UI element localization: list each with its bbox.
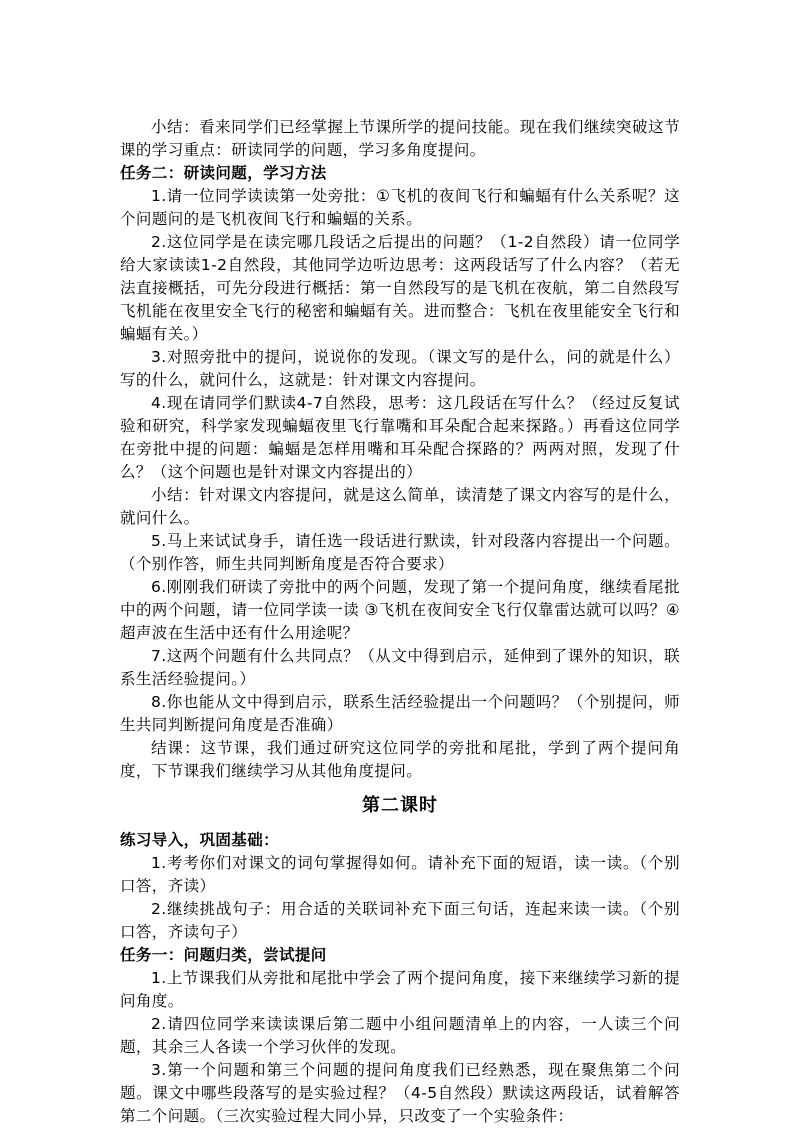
lesson1-step-1: 1.请一位同学读读第一处旁批：①飞机的夜间飞行和蝙蝠有什么关系呢？这个问题问的是飞机夜间飞行和蝙蝠的关系。 xyxy=(120,187,680,228)
lesson1-conclusion: 结课：这节课，我们通过研究这位同学的旁批和尾批，学到了两个提问角度，下节课我们继续学习从其他角度提问。 xyxy=(120,739,680,780)
lesson1-summary-2: 小结：针对课文内容提问，就是这么简单，读清楚了课文内容写的是什么，就问什么。 xyxy=(120,486,680,527)
lesson2-task1-step-1: 1.上节课我们从旁批和尾批中学会了两个提问角度，接下来继续学习新的提问角度。 xyxy=(120,969,680,1010)
lesson1-step-5: 5.马上来试试身手，请任选一段话进行默读，针对段落内容提出一个问题。（个别作答，师生共同判断角度是否符合要求） xyxy=(120,532,680,573)
lesson1-step-3: 3.对照旁批中的提问，说说你的发现。（课文写的是什么，问的就是什么）写的什么，就问什么，这就是：针对课文内容提问。 xyxy=(120,348,680,389)
lesson1-step-4: 4.现在请同学们默读4-7自然段，思考：这几段话在写什么？（经过反复试验和研究，科学家发现蝙蝠夜里飞行靠嘴和耳朵配合起来探路。）再看这位同学在旁批中提的问题：蝙蝠是怎样用嘴和耳朵配合探路的？两两对照，发现了什么？（这个问题也是针对课文内容提出的） xyxy=(120,394,680,481)
lesson1-step-8: 8.你也能从文中得到启示，联系生活经验提出一个问题吗？（个别提问，师生共同判断提问角度是否准确） xyxy=(120,693,680,734)
task2-heading: 任务二：研读问题，学习方法 xyxy=(120,164,327,182)
lesson2-intro-step-1: 1.考考你们对课文的词句掌握得如何。请补充下面的短语，读一读。（个别口答，齐读） xyxy=(120,854,680,895)
lesson2-task1-step-3: 3.第一个问题和第三个问题的提问角度我们已经熟悉，现在聚焦第二个问题。课文中哪些段落写的是实验过程？（4-5自然段）默读这两段话，试着解答第二个问题。（三次实验过程大同小异，只改变了一个实验条件： xyxy=(120,1061,680,1125)
lesson1-step-6: 6.刚刚我们研读了旁批中的两个问题，发现了第一个提问角度，继续看尾批中的两个问题，请一位同学读一读 ③飞机在夜间安全飞行仅靠雷达就可以吗？④超声波在生活中还有什么用途呢？ xyxy=(120,578,680,642)
lesson1-summary-paragraph: 小结：看来同学们已经掌握上节课所学的提问技能。现在我们继续突破这节课的学习重点：研读同学的问题，学习多角度提问。 xyxy=(120,118,680,159)
document-page xyxy=(120,116,680,1128)
lesson2-title: 第二课时 xyxy=(362,795,438,816)
lesson2-intro-step-2: 2.继续挑战句子：用合适的关联词补充下面三句话，连起来读一读。（个别口答，齐读句子） xyxy=(120,900,680,941)
lesson2-task1-step-2: 2.请四位同学来读读课后第二题中小组问题清单上的内容，一人读三个问题，其余三人各读一个学习伙伴的发现。 xyxy=(120,1015,680,1056)
lesson2-task1-heading: 任务一：问题归类，尝试提问 xyxy=(120,946,327,964)
lesson1-step-2: 2.这位同学是在读完哪几段话之后提出的问题？（1-2自然段）请一位同学给大家读读1-2自然段，其他同学边听边思考：这两段话写了什么内容？（若无法直接概括，可先分段进行概括：第一自然段写的是飞机在夜航，第二自然段写飞机能在夜里安全飞行的秘密和蝙蝠有关。进而整合：飞机在夜里能安全飞行和蝙蝠有关。） xyxy=(120,233,680,343)
lesson1-step-7: 7.这两个问题有什么共同点？（从文中得到启示，延伸到了课外的知识，联系生活经验提问。） xyxy=(120,647,680,688)
lesson2-intro-heading: 练习导入，巩固基础： xyxy=(120,831,280,849)
